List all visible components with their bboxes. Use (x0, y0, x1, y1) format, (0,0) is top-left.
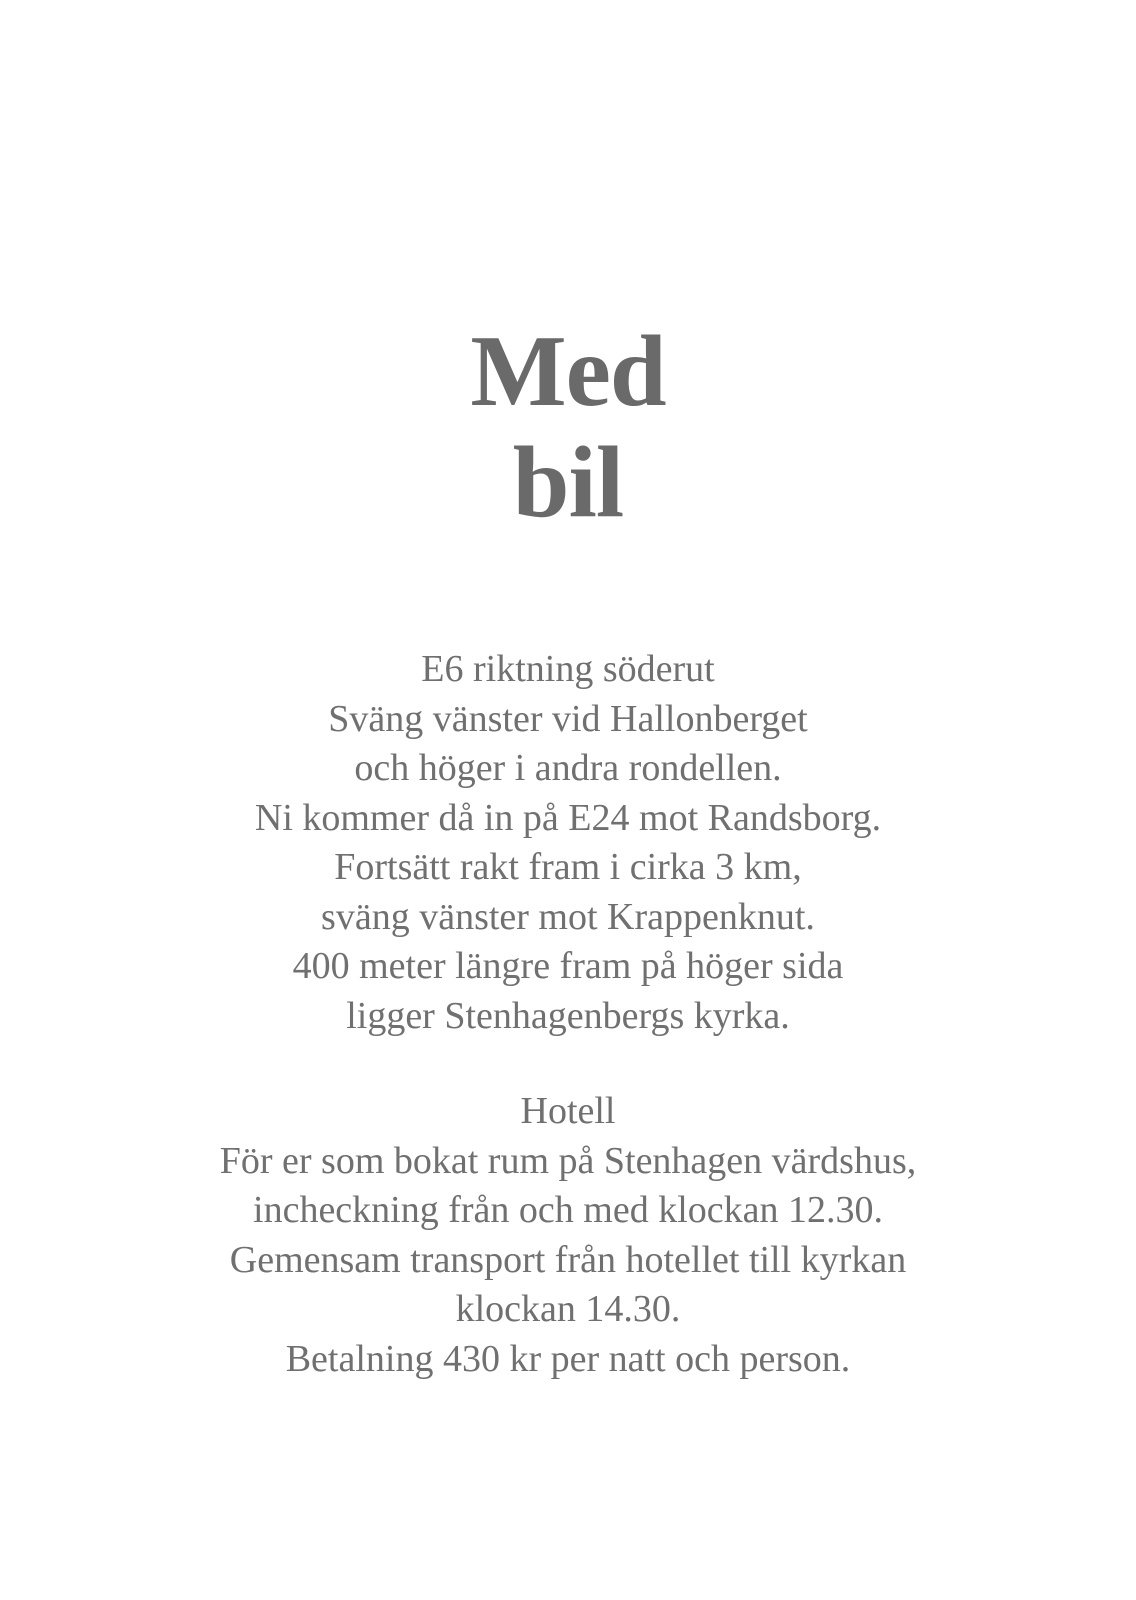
directions-line: Ni kommer då in på E24 mot Randsborg. (254, 796, 882, 839)
hotel-section (0, 1087, 1136, 1384)
directions-line: 400 meter längre fram på höger sida (292, 945, 844, 987)
hotel-heading: Hotell (520, 1090, 616, 1132)
hotel-line: För er som bokat rum på Stenhagen värdshus, (219, 1139, 917, 1182)
directions-line: Sväng vänster vid Hallonberget (328, 697, 808, 740)
hotel-line: Betalning 430 kr per natt och person. (285, 1337, 851, 1380)
title-line-1: Med (470, 315, 666, 429)
directions-line: Fortsätt rakt fram i cirka 3 km, (334, 846, 802, 888)
title-line-2: bil (512, 426, 624, 540)
hotel-line: Gemensam transport från hotellet till kyrkan (229, 1238, 907, 1281)
directions-line: sväng vänster mot Krappenknut. (321, 895, 815, 938)
page-title (0, 316, 1136, 538)
directions-line: och höger i andra rondellen. (354, 747, 782, 789)
hotel-line: incheckning från och med klockan 12.30. (253, 1189, 883, 1231)
directions-line: E6 riktning söderut (421, 648, 715, 690)
directions-section (0, 645, 1136, 1041)
hotel-line: klockan 14.30. (455, 1288, 681, 1330)
directions-line: ligger Stenhagenbergs kyrka. (346, 994, 790, 1037)
